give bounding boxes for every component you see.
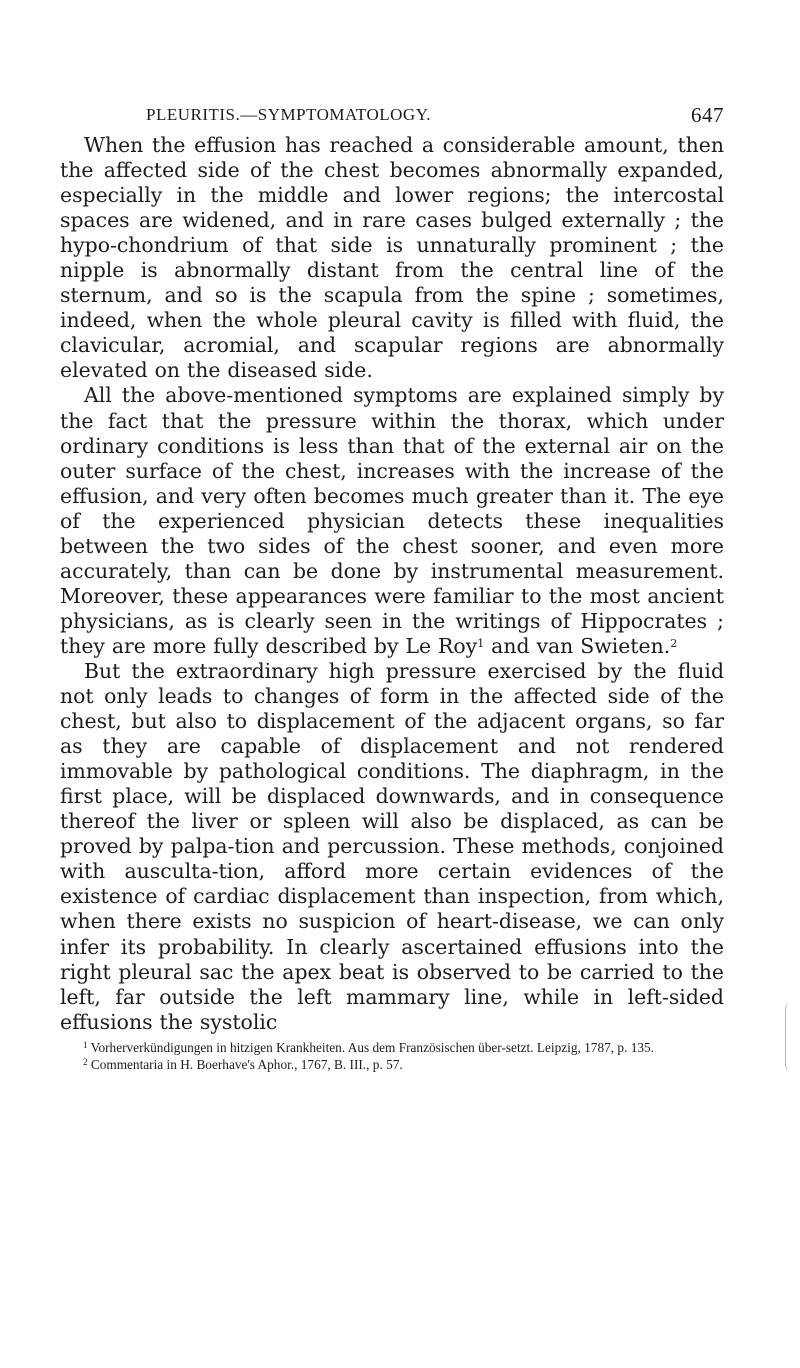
footnote-text: Commentaria in H. Boerhave's Aphor., 1767, B. III., p. 57.	[90, 1056, 403, 1072]
footnote-text: Vorherverkündigungen in hitzigen Krankheiten. Aus dem Französischen über-setzt. Leipzig, 1787, p. 135.	[90, 1039, 654, 1055]
paragraph-organ-displacement: But the extraordinary high pressure exercised by the fluid not only leads to changes of form in the affected side of the chest, but also to displacement of the adjacent organs, so far as they are capable of displacement and not rendered immovable by pathological conditions. The diaphragm, in the first place, will be displaced downwards, and in consequence thereof the liver or spleen will also be displaced, as can be proved by palpa-tion and percussion. These methods, conjoined with ausculta-tion, afford more certain evidences of the existence of cardiac displacement than inspection, from which, when there exists no suspicion of heart-disease, we can only infer its probability. In clearly ascertained effusions into the right pleural sac the apex beat is observed to be carried to the left, far outside the left mammary line, while in left-sided effusions the systolic	[60, 658, 724, 1034]
margin-bracket-mark	[785, 1003, 798, 1071]
footnote-marker: 1	[83, 1039, 88, 1050]
body-text	[60, 133, 724, 1035]
paragraph-pressure-explanation	[60, 383, 724, 659]
paragraph-effusion-expansion: When the effusion has reached a considerable amount, then the affected side of the chest becomes abnormally expanded, especially in the middle and lower regions; the intercostal spaces are widened, and in rare cases bulged externally ; the hypo-chondrium of that side is unnaturally prominent ; the nipple is abnormally distant from the central line of the sternum, and so is the scapula from the spine ; sometimes, indeed, when the whole pleural cavity is filled with fluid, the clavicular, acromial, and scapular regions are abnormally elevated on the diseased side.	[60, 133, 724, 383]
running-header	[60, 93, 724, 133]
page-number: 647	[691, 103, 724, 127]
footnote-ref-1: 1	[477, 636, 485, 650]
running-title: PLEURITIS.—SYMPTOMATOLOGY.	[146, 105, 432, 124]
footnote-1	[60, 1039, 724, 1056]
book-page	[60, 93, 724, 1073]
footnote-marker: 2	[83, 1056, 88, 1067]
paragraph-text: All the above-mentioned symptoms are explained simply by the fact that the pressure within the thorax, which under ordinary conditions is less than that of the external air on the outer surface of the chest, increases with the increase of the effusion, and very often becomes much greater than it. The eye of the experienced physician detects these inequalities between the two sides of the chest sooner, and even more accurately, than can be done by instrumental measurement. Moreover, these appearances were familiar to the most ancient physicians, as is clearly seen in the writings of Hippocrates ; they are more fully described by Le Roy	[60, 383, 724, 658]
paragraph-text: and van Swieten.	[484, 633, 671, 658]
footnote-ref-2: 2	[670, 636, 678, 650]
footnote-2	[60, 1056, 724, 1073]
footnotes	[60, 1039, 724, 1073]
